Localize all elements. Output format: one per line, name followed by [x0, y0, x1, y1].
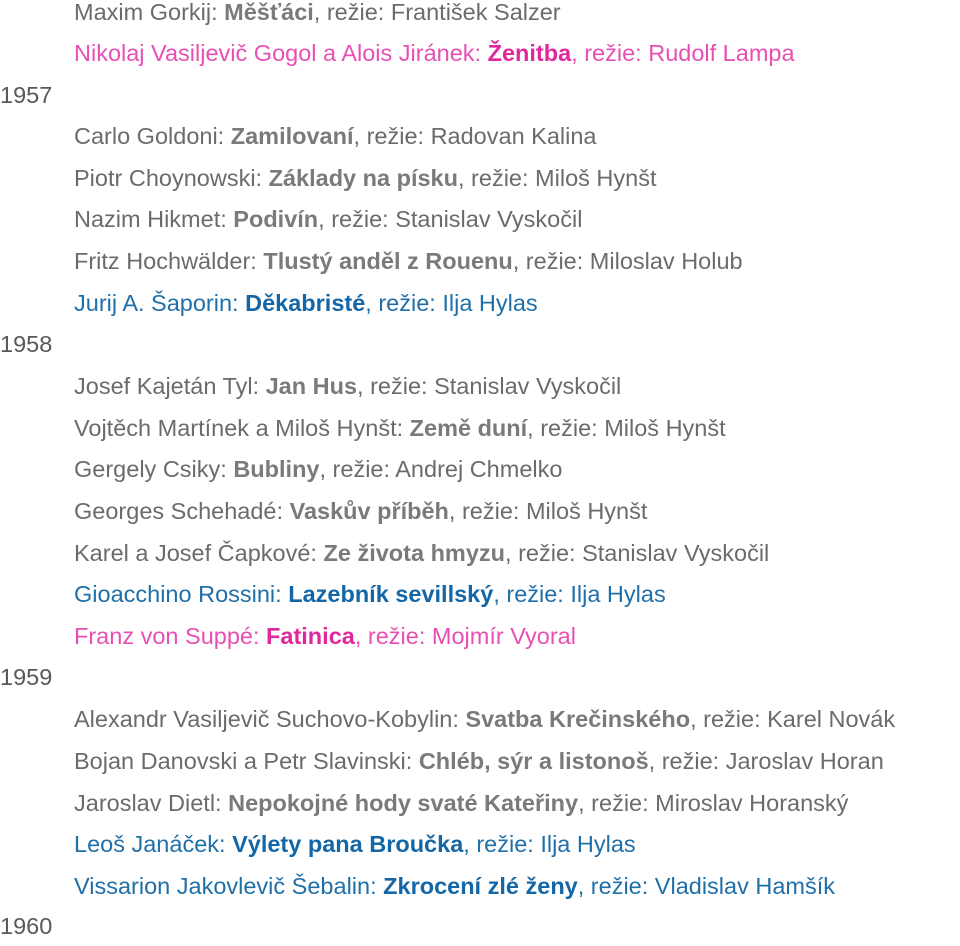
play-title: Vaskův příběh [289, 498, 449, 524]
play-title: Svatba Krečinského [465, 706, 691, 732]
play-title: Jan Hus [265, 373, 358, 399]
play-title: Zamilovaní [230, 123, 354, 149]
director: , režie: Rudolf Lampa [571, 40, 795, 66]
author: Karel a Josef Čapkové: [74, 540, 324, 566]
author: Leoš Janáček: [74, 831, 233, 857]
list-item [74, 158, 960, 198]
list-item [74, 699, 960, 739]
list-item [74, 574, 960, 614]
author: Bojan Danovski a Petr Slavinski: [74, 748, 419, 774]
author: Piotr Choynowski: [74, 165, 269, 191]
director: , režie: Miloš Hynšt [448, 498, 648, 524]
director: , režie: Jaroslav Horan [648, 748, 884, 774]
director: , režie: Karel Novák [690, 706, 896, 732]
director: , režie: Stanislav Vyskočil [318, 206, 583, 232]
director: , režie: Stanislav Vyskočil [357, 373, 622, 399]
list-item [74, 741, 960, 781]
list-item [74, 491, 960, 531]
director: , režie: Miloslav Holub [512, 248, 743, 274]
play-title: Výlety pana Broučka [232, 831, 464, 857]
director: , režie: František Salzer [313, 0, 561, 25]
list-item [74, 616, 960, 656]
director: , režie: Miloš Hynšt [527, 415, 726, 441]
year-label: 1957 [0, 82, 53, 108]
list-item [74, 866, 960, 906]
play-title: Bubliny [233, 456, 320, 482]
play-title: Základy na písku [268, 165, 458, 191]
director: , režie: Miroslav Horanský [578, 790, 849, 816]
director: , režie: Miloš Hynšt [458, 165, 657, 191]
author: Fritz Hochwälder: [74, 248, 264, 274]
author: Jaroslav Dietl: [74, 790, 229, 816]
author: Nazim Hikmet: [74, 206, 234, 232]
author: Maxim Gorkij: [74, 0, 225, 25]
play-title: Děkabristé [245, 290, 366, 316]
list-item [74, 33, 960, 73]
play-title: Ženitba [487, 40, 572, 66]
play-title: Zkrocení zlé ženy [383, 873, 578, 899]
list-item [74, 408, 960, 448]
list-item [74, 0, 960, 32]
author: Gergely Csiky: [74, 456, 234, 482]
director: , režie: Radovan Kalina [353, 123, 597, 149]
play-title: Nepokojné hody svaté Kateřiny [228, 790, 579, 816]
play-title: Měšťáci [224, 0, 314, 25]
play-title: Lazebník sevillský [288, 581, 494, 607]
director: , režie: Vladislav Hamšík [577, 873, 836, 899]
list-item [74, 824, 960, 864]
author: Josef Kajetán Tyl: [74, 373, 266, 399]
play-title: Fatinica [266, 623, 355, 649]
director: , režie: Andrej Chmelko [319, 456, 563, 482]
author: Vojtěch Martínek a Miloš Hynšt: [74, 415, 410, 441]
list-item [74, 199, 960, 239]
list-item [74, 116, 960, 156]
year-label: 1960 [0, 913, 53, 939]
director: , režie: Ilja Hylas [493, 581, 666, 607]
list-item [74, 533, 960, 573]
author: Nikolaj Vasiljevič Gogol a Alois Jiránek: [74, 40, 488, 66]
author: Gioacchino Rossini: [74, 581, 289, 607]
list-item [74, 283, 960, 323]
play-title: Podivín [233, 206, 319, 232]
list-item [74, 366, 960, 406]
play-title: Chléb, sýr a listonoš [418, 748, 649, 774]
director: , režie: Mojmír Vyoral [354, 623, 576, 649]
year-label: 1959 [0, 664, 53, 690]
author: Franz von Suppé: [74, 623, 267, 649]
author: Jurij A. Šaporin: [74, 290, 246, 316]
play-title: Tlustý anděl z Rouenu [263, 248, 513, 274]
director: , režie: Stanislav Vyskočil [505, 540, 770, 566]
author: Carlo Goldoni: [74, 123, 231, 149]
list-item [74, 449, 960, 489]
author: Vissarion Jakovlevič Šebalin: [74, 873, 384, 899]
list-item [74, 241, 960, 281]
author: Alexandr Vasiljevič Suchovo-Kobylin: [74, 706, 466, 732]
play-title: Ze života hmyzu [323, 540, 506, 566]
author: Georges Schehadé: [74, 498, 290, 524]
year-label: 1958 [0, 331, 53, 357]
director: , režie: Ilja Hylas [365, 290, 538, 316]
list-item [74, 783, 960, 823]
play-title: Země duní [409, 415, 528, 441]
director: , režie: Ilja Hylas [463, 831, 636, 857]
